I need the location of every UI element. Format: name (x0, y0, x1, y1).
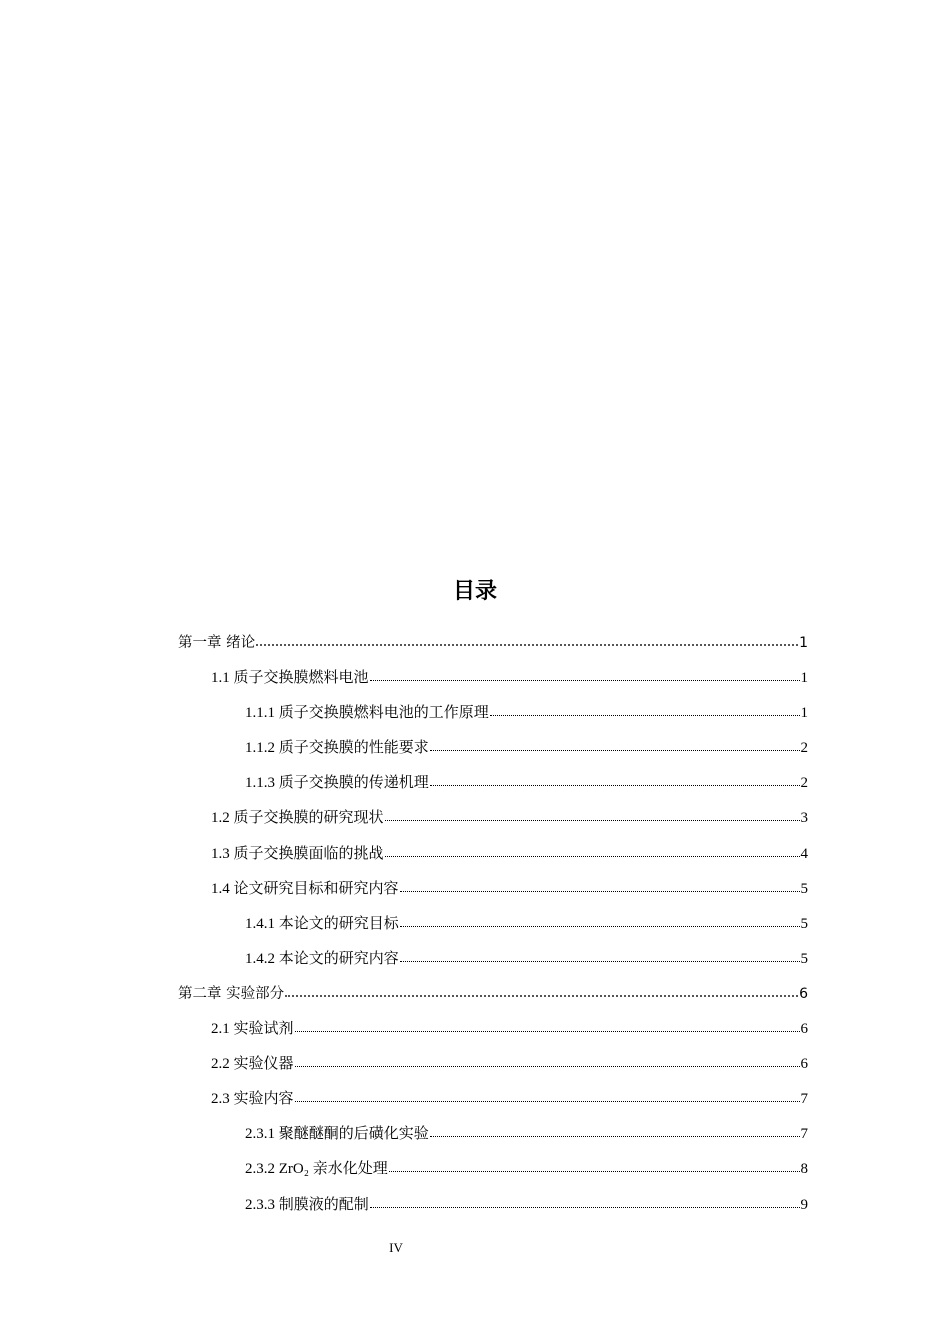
toc-entry-title: 2.3.2 ZrO₂ 亲水化处理 (245, 1161, 388, 1178)
toc-entry-page: 5 (800, 880, 808, 897)
toc-entry-page: 1 (800, 705, 808, 722)
toc-section-entry[interactable] (178, 801, 808, 836)
toc-entry-page: 6 (800, 1056, 808, 1073)
toc-dot-leader (295, 1093, 800, 1103)
toc-dot-leader (430, 777, 800, 787)
page-number: IV (389, 1240, 403, 1255)
toc-entry-title: 2.3.1 聚醚醚酮的后磺化实验 (245, 1126, 429, 1143)
toc-dot-leader (370, 672, 800, 682)
toc-entry-page: 9 (800, 1196, 808, 1213)
toc-dot-leader (389, 1163, 800, 1173)
toc-section-entry[interactable] (178, 1012, 808, 1047)
toc-entry-page: 6 (800, 1021, 808, 1038)
toc-entry-page: 5 (800, 915, 808, 932)
toc-dot-leader (430, 742, 800, 752)
toc-title: 目录 (452, 579, 497, 604)
toc-section-entry[interactable] (178, 1152, 808, 1187)
toc-section-entry[interactable] (178, 942, 808, 977)
toc-dot-leader (400, 953, 800, 963)
toc-entry-title: 1.4 论文研究目标和研究内容 (211, 880, 399, 897)
toc-dot-leader (295, 1023, 800, 1033)
toc-section-entry[interactable] (178, 1117, 808, 1152)
toc-entry-page: 5 (800, 950, 808, 967)
toc-dot-leader (385, 848, 800, 858)
toc-dot-leader (400, 883, 800, 893)
toc-section-entry[interactable] (178, 661, 808, 696)
toc-entry-page: 1 (800, 670, 808, 687)
toc-dot-leader (295, 1058, 800, 1068)
toc-entry-page: 6 (799, 985, 808, 1002)
toc-dot-leader (370, 1199, 800, 1209)
toc-entry-title: 2.3 实验内容 (211, 1091, 294, 1108)
toc-entry-page: 1 (799, 635, 808, 651)
toc-section-entry[interactable] (178, 907, 808, 942)
toc-entry-title: 第二章 实验部分 (178, 985, 285, 1002)
toc-entry-page: 2 (800, 775, 808, 792)
toc-dot-leader (256, 637, 798, 647)
toc-entry-page: 7 (800, 1126, 808, 1143)
toc-section-entry[interactable] (178, 1188, 808, 1223)
toc-entry-page: 3 (800, 810, 808, 827)
toc-entry-title: 2.3.3 制膜液的配制 (245, 1196, 369, 1213)
toc-entry-title: 2.1 实验试剂 (211, 1021, 294, 1038)
toc-entry-title: 1.1.3 质子交换膜的传递机理 (245, 775, 429, 792)
toc-entry-title: 1.4.2 本论文的研究内容 (245, 950, 399, 967)
toc-dot-leader (400, 918, 800, 928)
toc-chapter-entry[interactable] (178, 626, 808, 661)
toc-dot-leader (490, 707, 800, 717)
toc-section-entry[interactable] (178, 837, 808, 872)
toc-section-entry[interactable] (178, 766, 808, 801)
toc-section-entry[interactable] (178, 1082, 808, 1117)
toc-entry-page: 4 (800, 845, 808, 862)
toc-entry-title: 第一章 绪论 (178, 635, 256, 651)
table-of-contents (178, 626, 808, 1223)
toc-chapter-entry[interactable] (178, 977, 808, 1012)
toc-entry-title: 1.3 质子交换膜面临的挑战 (211, 845, 384, 862)
toc-entry-title: 1.1 质子交换膜燃料电池 (211, 670, 369, 687)
toc-entry-page: 7 (800, 1091, 808, 1108)
toc-dot-leader (430, 1128, 800, 1138)
toc-dot-leader (385, 812, 800, 822)
toc-section-entry[interactable] (178, 731, 808, 766)
toc-entry-title: 1.1.1 质子交换膜燃料电池的工作原理 (245, 705, 489, 722)
toc-dot-leader (285, 988, 798, 998)
toc-entry-title: 1.2 质子交换膜的研究现状 (211, 810, 384, 827)
toc-section-entry[interactable] (178, 1047, 808, 1082)
toc-section-entry[interactable] (178, 696, 808, 731)
toc-entry-title: 1.1.2 质子交换膜的性能要求 (245, 740, 429, 757)
toc-entry-page: 8 (800, 1161, 808, 1178)
toc-entry-page: 2 (800, 740, 808, 757)
toc-entry-title: 1.4.1 本论文的研究目标 (245, 915, 399, 932)
toc-section-entry[interactable] (178, 872, 808, 907)
toc-entry-title: 2.2 实验仪器 (211, 1056, 294, 1073)
